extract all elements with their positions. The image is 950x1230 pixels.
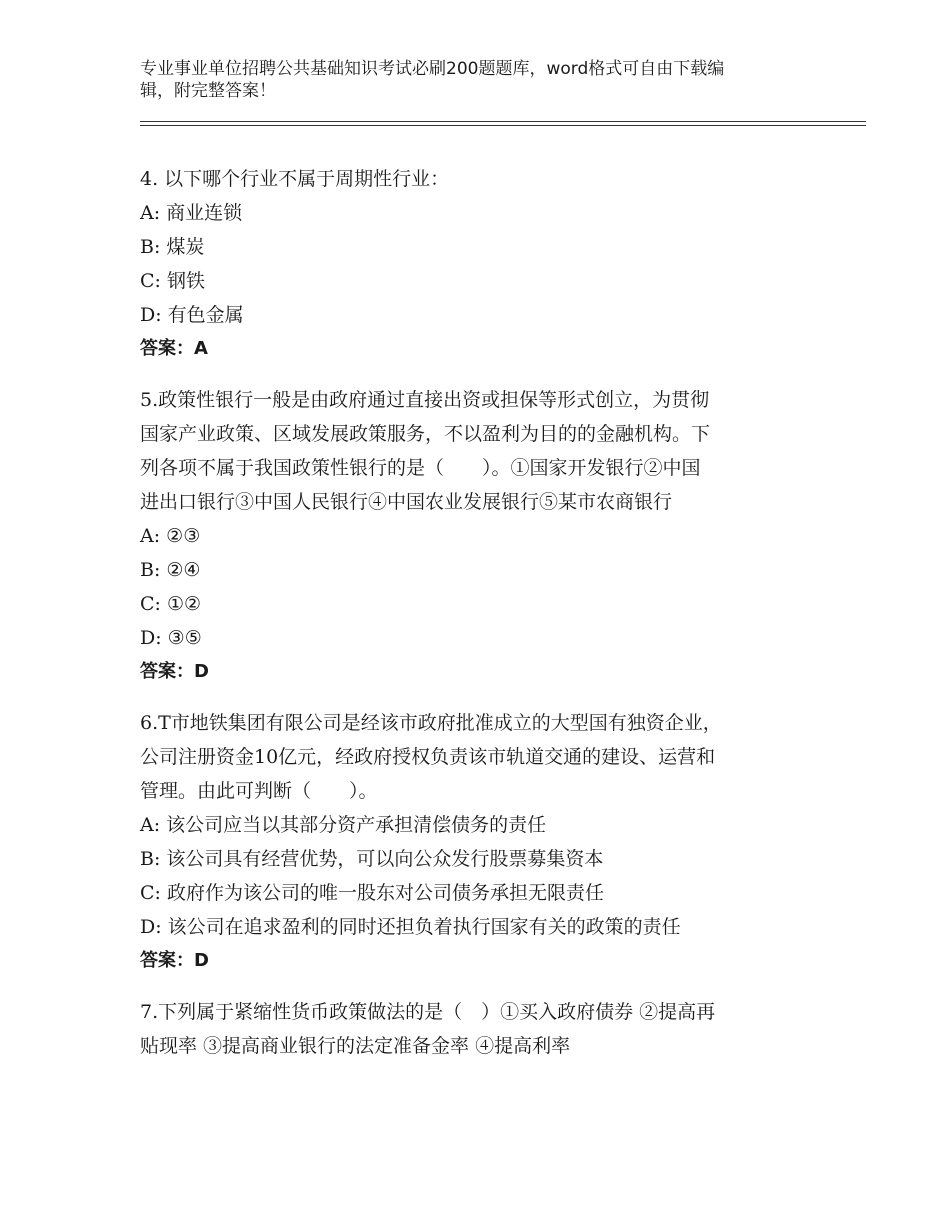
- header-rule-bottom: [140, 125, 866, 126]
- question-stem-line: 贴现率 ③提高商业银行的法定准备金率 ④提高利率: [140, 1035, 571, 1057]
- option-c: C: ①②: [140, 593, 202, 615]
- option-b: B: 煤炭: [140, 236, 205, 258]
- option-b: B: 该公司具有经营优势，可以向公众发行股票募集资本: [140, 848, 604, 870]
- header-rule-top: [140, 121, 866, 122]
- option-c: C: 政府作为该公司的唯一股东对公司债务承担无限责任: [140, 882, 604, 904]
- question-stem-line: 5.政策性银行一般是由政府通过直接出资或担保等形式创立，为贯彻: [140, 389, 710, 411]
- question-5: [140, 383, 820, 689]
- question-7: [140, 995, 820, 1063]
- answer-label: 答案：A: [140, 338, 208, 359]
- question-stem: 4. 以下哪个行业不属于周期性行业：: [140, 168, 450, 190]
- option-a: A: 该公司应当以其部分资产承担清偿债务的责任: [140, 814, 547, 836]
- option-b: B: ②④: [140, 559, 201, 581]
- answer-label: 答案：D: [140, 950, 209, 971]
- question-stem-line: 公司注册资金10亿元，经政府授权负责该市轨道交通的建设、运营和: [140, 746, 716, 768]
- option-a: A: 商业连锁: [140, 202, 243, 224]
- question-4: [140, 162, 820, 366]
- option-d: D: 该公司在追求盈利的同时还担负着执行国家有关的政策的责任: [140, 916, 681, 938]
- question-stem-line: 6.T市地铁集团有限公司是经该市政府批准成立的大型国有独资企业，: [140, 712, 722, 734]
- question-stem-line: 管理。由此可判断（ ）。: [140, 780, 378, 802]
- option-d: D: 有色金属: [140, 304, 244, 326]
- question-stem-line: 列各项不属于我国政策性银行的是（ ）。①国家开发银行②中国: [140, 457, 701, 479]
- option-a: A: ②③: [140, 525, 201, 547]
- header-line-2: 辑，附完整答案！: [140, 81, 276, 101]
- option-d: D: ③⑤: [140, 627, 202, 649]
- question-stem-line: 国家产业政策、区域发展政策服务，不以盈利为目的的金融机构。下: [140, 423, 711, 445]
- document-header: [140, 58, 800, 102]
- question-list: [140, 162, 820, 1080]
- question-6: [140, 706, 820, 978]
- answer-label: 答案：D: [140, 661, 209, 682]
- option-c: C: 钢铁: [140, 270, 205, 292]
- question-stem-line: 进出口银行③中国人民银行④中国农业发展银行⑤某市农商银行: [140, 491, 673, 513]
- header-line-1: 专业事业单位招聘公共基础知识考试必刷200题题库，word格式可自由下载编: [140, 59, 725, 79]
- question-stem-line: 7.下列属于紧缩性货币政策做法的是（ ）①买入政府债券 ②提高再: [140, 1001, 716, 1023]
